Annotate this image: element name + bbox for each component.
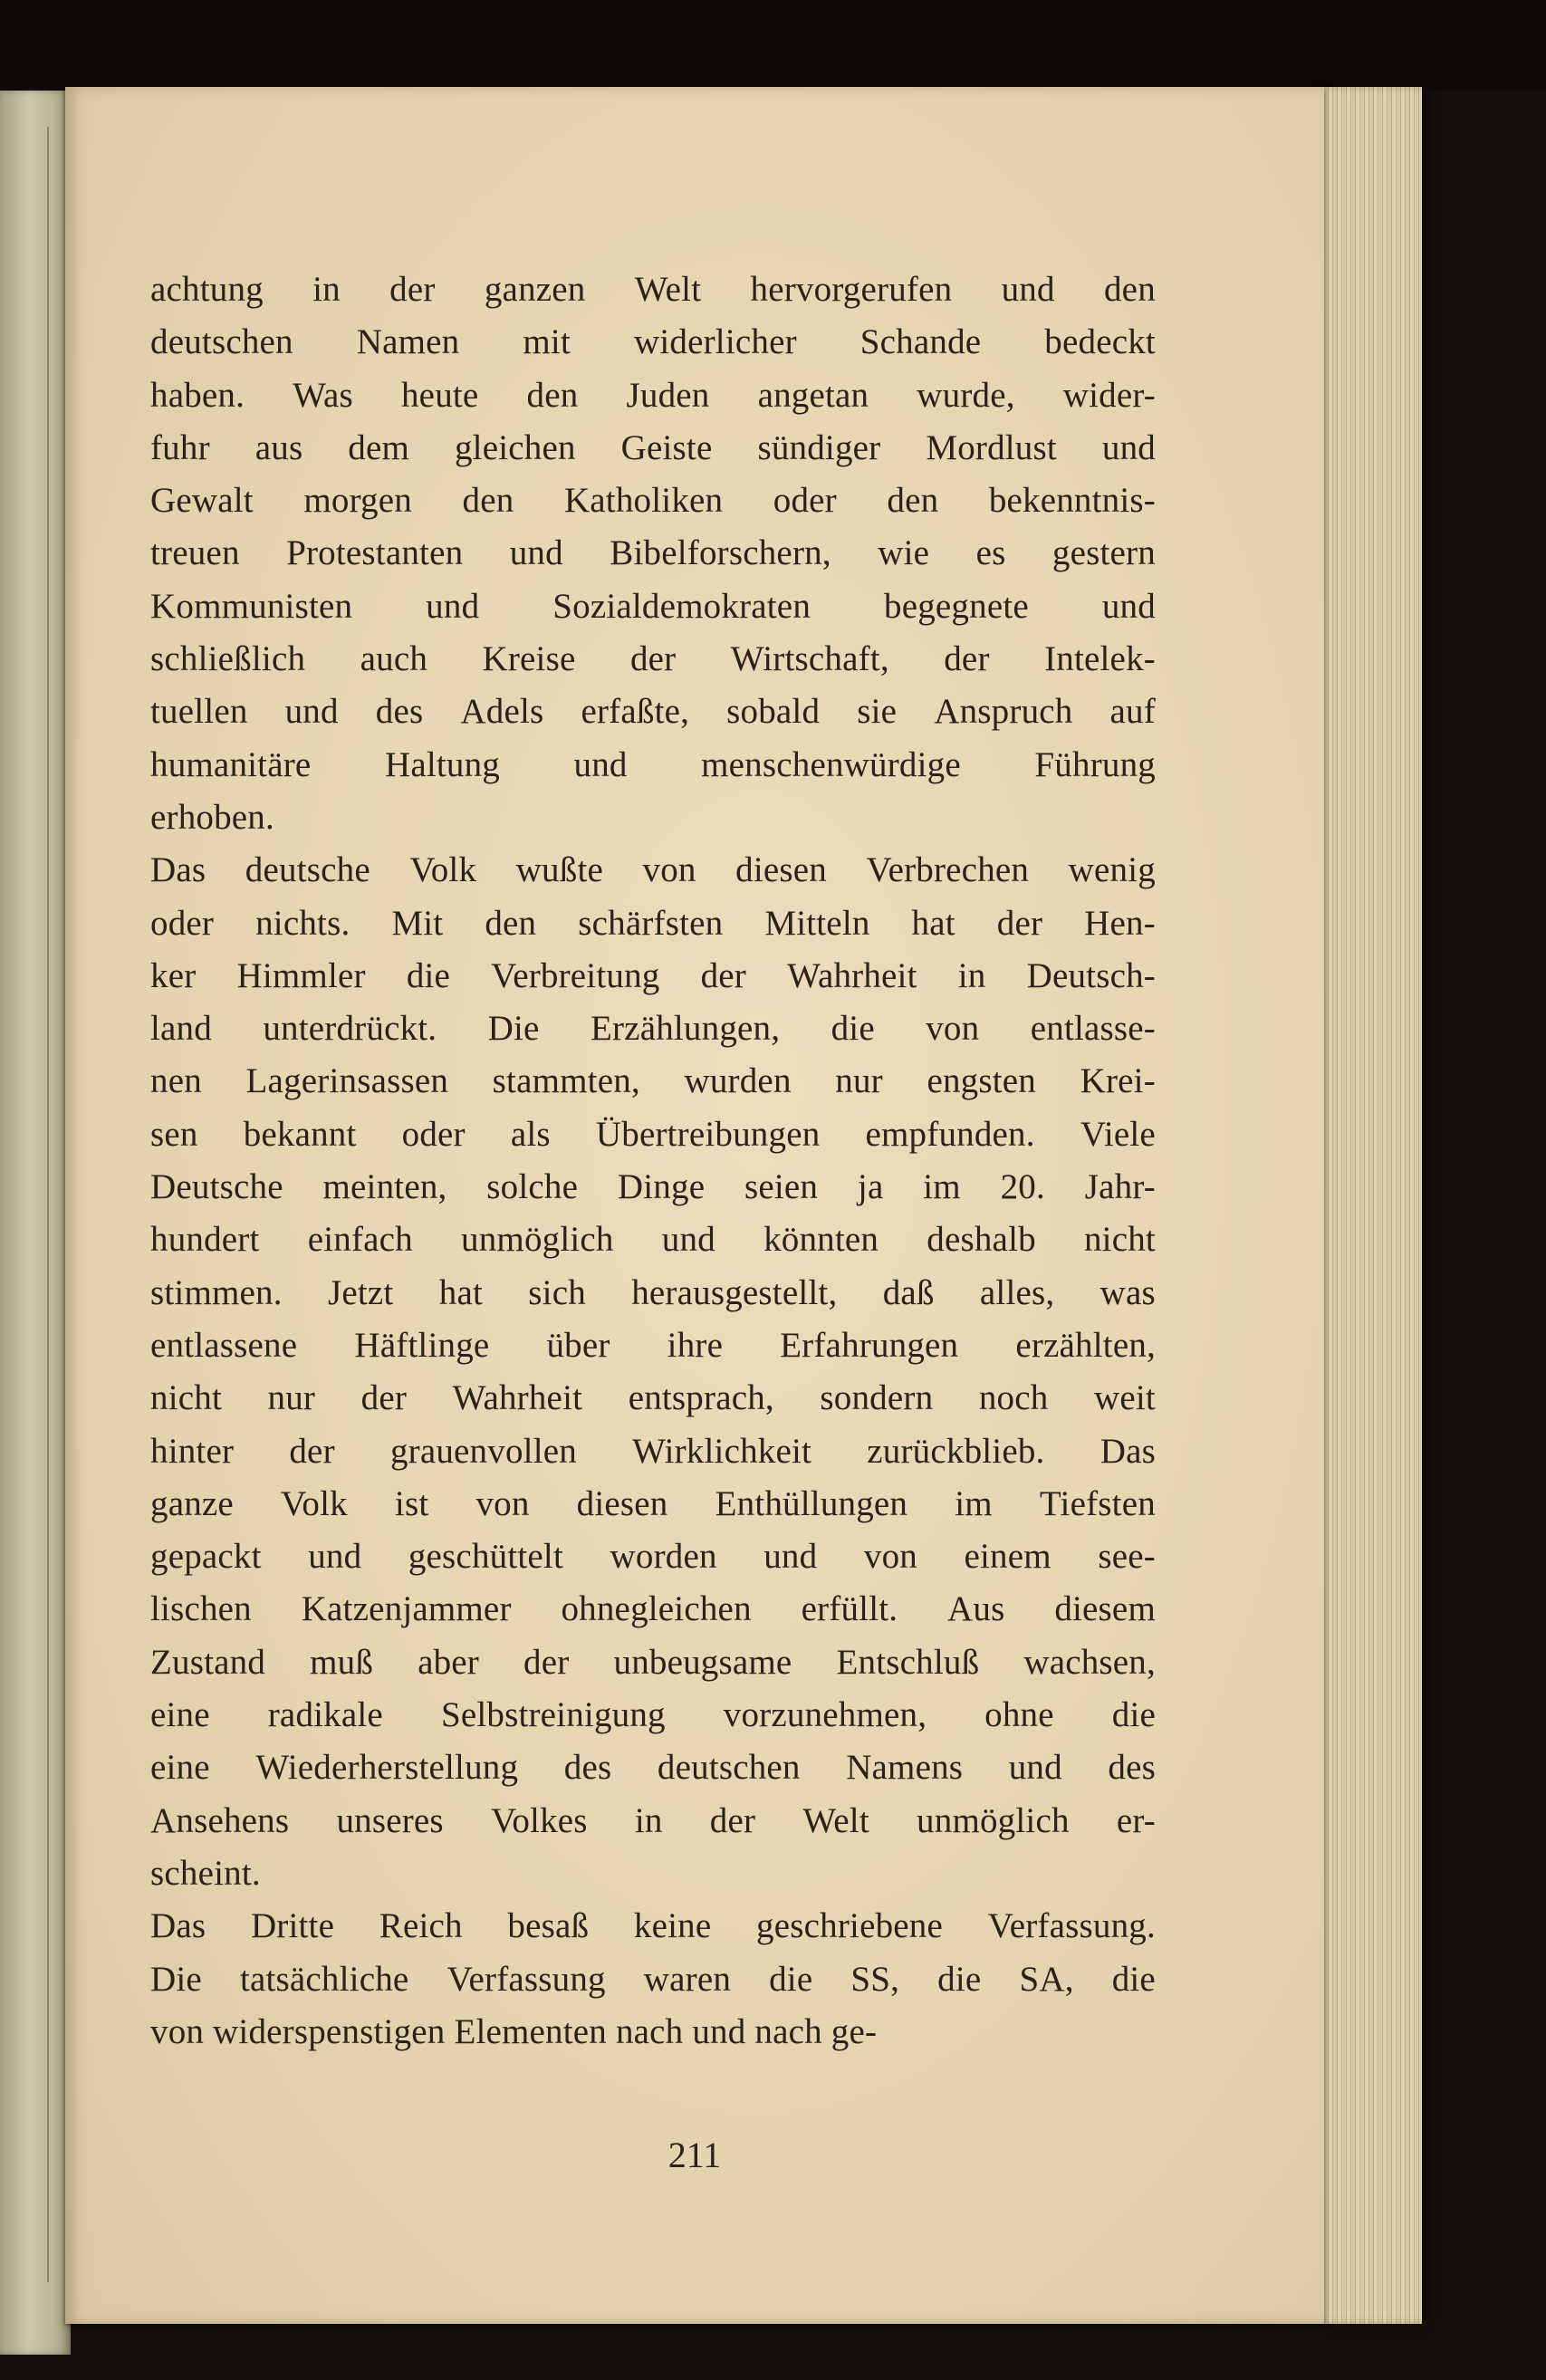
text-line: achtung in der ganzen Welt hervorgerufen und den (150, 270, 1156, 309)
text-line: eine radikale Selbstreinigung vorzunehmen, ohne die (150, 1695, 1156, 1735)
text-line: scheint. (150, 1853, 261, 1893)
text-line: schließlich auch Kreise der Wirtschaft, der Intelek- (150, 639, 1156, 679)
text-line: tuellen und des Adels erfaßte, sobald sie Anspruch auf (150, 692, 1156, 732)
text-line: Das deutsche Volk wußte von diesen Verbrechen wenig (150, 850, 1156, 890)
text-line: treuen Protestanten und Bibelforschern, wie es gestern (150, 533, 1156, 573)
text-line: nicht nur der Wahrheit entsprach, sondern noch weit (150, 1378, 1156, 1418)
text-line: stimmen. Jetzt hat sich herausgestellt, daß alles, was (150, 1272, 1156, 1312)
text-line: haben. Was heute den Juden angetan wurde, wider- (150, 375, 1156, 415)
text-line: Ansehens unseres Volkes in der Welt unmöglich er- (150, 1800, 1156, 1840)
book-page (65, 87, 1324, 2324)
text-line: Das Dritte Reich besaß keine geschriebene Verfassung. (150, 1906, 1156, 1946)
text-line: entlassene Häftlinge über ihre Erfahrungen erzählten, (150, 1325, 1156, 1365)
text-line: hundert einfach unmöglich und könnten deshalb nicht (150, 1220, 1156, 1260)
text-line: Gewalt morgen den Katholiken oder den bekenntnis- (150, 481, 1156, 521)
text-line: deutschen Namen mit widerlicher Schande bedeckt (150, 322, 1156, 362)
text-line: von widerspenstigen Elementen nach und nach ge- (150, 2011, 878, 2051)
binding-gutter (47, 127, 49, 2282)
body-text (150, 264, 1156, 2059)
backdrop (0, 0, 1546, 91)
page-stack-edge (1315, 87, 1422, 2324)
text-line: gepackt und geschüttelt worden und von einem see- (150, 1537, 1156, 1577)
text-line: oder nichts. Mit den schärfsten Mitteln hat der Hen- (150, 903, 1156, 943)
text-line: Die tatsächliche Verfassung waren die SS, die SA, die (150, 1959, 1156, 1999)
text-line: sen bekannt oder als Übertreibungen empfunden. Viele (150, 1114, 1156, 1154)
text-line: Deutsche meinten, solche Dinge seien ja im 20. Jahr- (150, 1167, 1156, 1207)
text-line: humanitäre Haltung und menschenwürdige Führung (150, 744, 1156, 784)
text-line: fuhr aus dem gleichen Geiste sündiger Mordlust und (150, 427, 1156, 467)
previous-page-edge (0, 91, 71, 2355)
text-line: ganze Volk ist von diesen Enthüllungen im Tiefsten (150, 1483, 1156, 1523)
text-line: Kommunisten und Sozialdemokraten begegnete und (150, 586, 1156, 626)
text-line: hinter der grauenvollen Wirklichkeit zurückblieb. Das (150, 1431, 1156, 1471)
text-line: Zustand muß aber der unbeugsame Entschluß wachsen, (150, 1642, 1156, 1682)
text-line: lischen Katzenjammer ohnegleichen erfüllt. Aus diesem (150, 1589, 1156, 1629)
page-number: 211 (667, 2135, 722, 2175)
text-line: land unterdrückt. Die Erzählungen, die von entlasse- (150, 1009, 1156, 1049)
text-line: ker Himmler die Verbreitung der Wahrheit in Deutsch- (150, 955, 1156, 995)
text-line: nen Lagerinsassen stammten, wurden nur engsten Krei- (150, 1061, 1156, 1101)
text-line: eine Wiederherstellung des deutschen Namens und des (150, 1748, 1156, 1788)
text-line: erhoben. (150, 797, 274, 837)
